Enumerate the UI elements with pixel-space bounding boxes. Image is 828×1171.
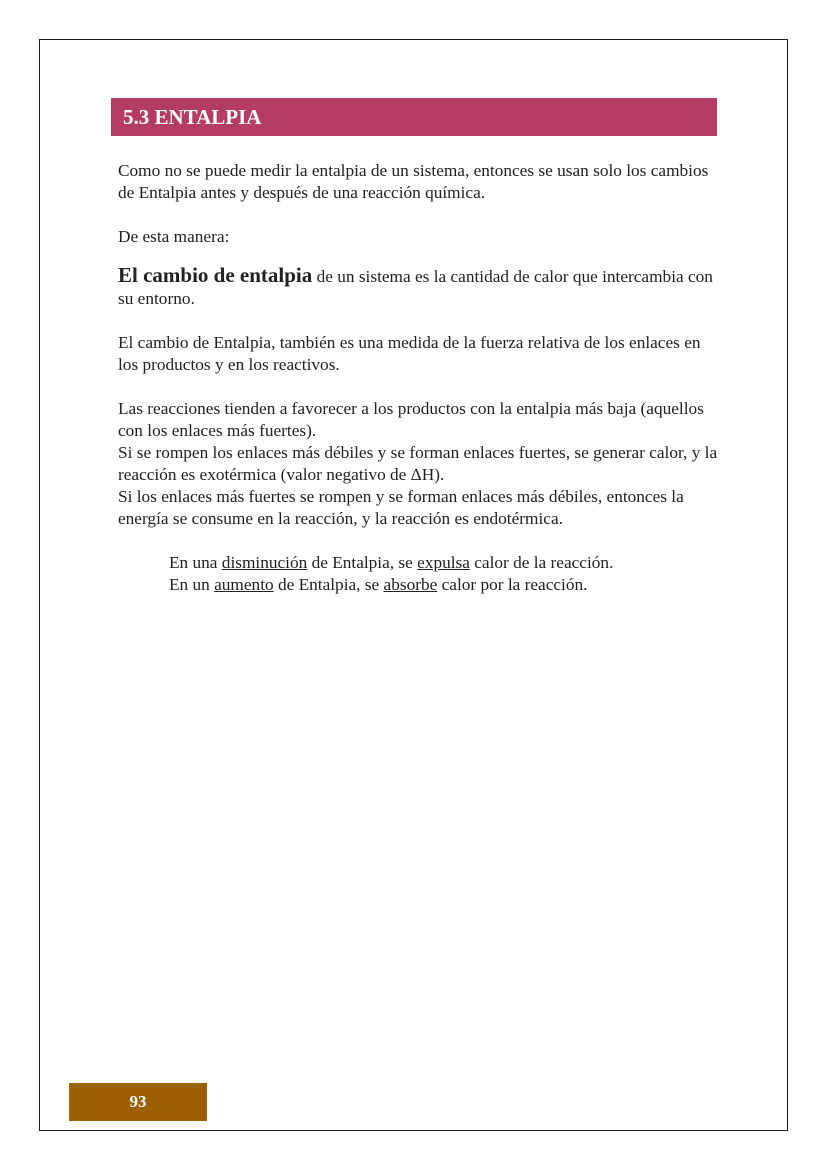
underlined-term: absorbe — [383, 575, 438, 594]
underlined-term: expulsa — [417, 553, 470, 572]
summary-block — [118, 552, 718, 596]
summary-text: calor de la reacción. — [469, 553, 614, 572]
summary-text: calor por la reacción. — [437, 575, 588, 594]
definition-text: de un sistema es la cantidad de calor que intercambia con su entorno. — [118, 267, 713, 308]
summary-decrease — [169, 552, 718, 574]
summary-text: En un — [169, 575, 215, 594]
paragraph-bond-strength: El cambio de Entalpia, también es una medida de la fuerza relativa de los enlaces en los productos y en los reactivos. — [118, 333, 701, 374]
reactions-line: Si se rompen los enlaces más débiles y se forman enlaces fuertes, se generar calor, y la reacción es exotérmica (valor negativo de ΔH). — [118, 443, 718, 484]
paragraph-definition — [118, 264, 718, 310]
summary-text: de Entalpia, se — [307, 553, 418, 572]
section-title: 5.3 ENTALPIA — [111, 98, 717, 136]
paragraph-intro: Como no se puede medir la entalpia de un sistema, entonces se usan solo los cambios de Entalpia antes y después de una reacción química. — [118, 161, 709, 202]
definition-term: El cambio de entalpia — [118, 263, 313, 287]
underlined-term: disminución — [221, 553, 308, 572]
body-content — [118, 160, 718, 596]
summary-text: En una — [169, 553, 222, 572]
page-number-badge: 93 — [69, 1083, 207, 1121]
summary-increase — [169, 574, 718, 596]
paragraph-reactions — [118, 398, 718, 530]
underlined-term: aumento — [214, 575, 274, 594]
summary-text: de Entalpia, se — [273, 575, 384, 594]
reactions-line: Las reacciones tienden a favorecer a los productos con la entalpia más baja (aquellos con los enlaces más fuertes). — [118, 399, 704, 440]
paragraph-lead-in: De esta manera: — [118, 227, 230, 246]
reactions-line: Si los enlaces más fuertes se rompen y se forman enlaces más débiles, entonces la energía se consume en la reacción, y la reacción es endotérmica. — [118, 487, 684, 528]
